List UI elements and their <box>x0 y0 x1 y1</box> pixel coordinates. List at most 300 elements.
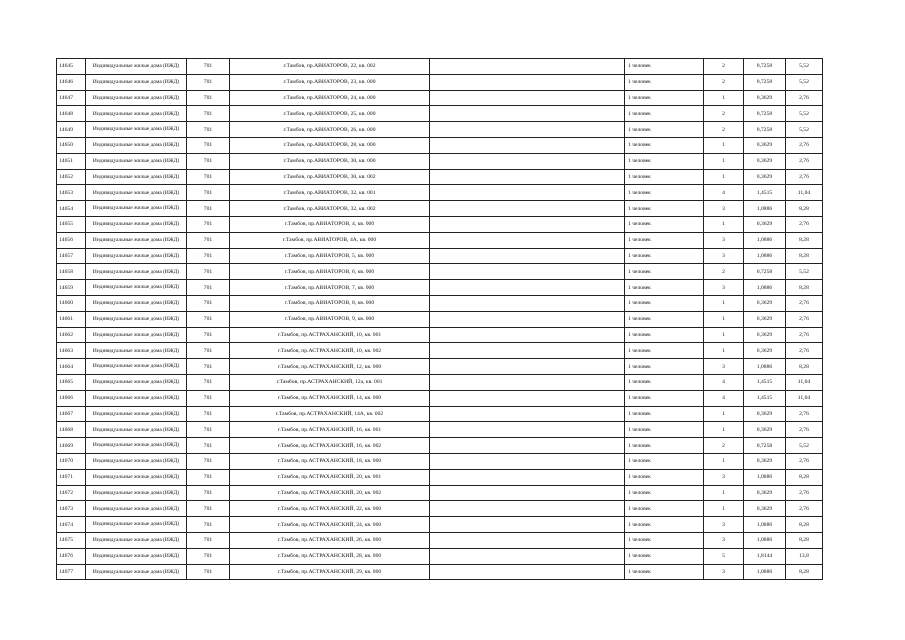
amount-cell: 8,28 <box>786 469 823 485</box>
address-cell: г.Тамбов, пр.АВИАТОРОВ, 9, кв. 000 <box>230 311 430 327</box>
amount-cell: 11,04 <box>786 390 823 406</box>
rate-cell: 1,0886 <box>744 201 786 217</box>
note-cell <box>430 90 625 106</box>
row-id-cell: 14649 <box>57 122 86 138</box>
rate-cell: 1,0886 <box>744 359 786 375</box>
note-cell <box>430 517 625 533</box>
unit-cell: 1 человек <box>625 74 704 90</box>
row-id-cell: 14660 <box>57 295 86 311</box>
table-row <box>57 153 823 169</box>
amount-cell: 5,52 <box>786 122 823 138</box>
rate-cell: 0,7258 <box>744 438 786 454</box>
rate-cell: 0,7258 <box>744 106 786 122</box>
quantity-cell: 3 <box>704 232 744 248</box>
table-row <box>57 232 823 248</box>
object-type-cell: Индивидуальные жилые дома (ИЖД) <box>86 264 187 280</box>
table-row <box>57 137 823 153</box>
row-id-cell: 14651 <box>57 153 86 169</box>
quantity-cell: 1 <box>704 295 744 311</box>
amount-cell: 5,52 <box>786 106 823 122</box>
note-cell <box>430 485 625 501</box>
row-id-cell: 14657 <box>57 248 86 264</box>
address-cell: г.Тамбов, пр.АВИАТОРОВ, 7, кв. 000 <box>230 280 430 296</box>
unit-cell: 1 человек <box>625 485 704 501</box>
quantity-cell: 5 <box>704 548 744 564</box>
note-cell <box>430 185 625 201</box>
object-type-cell: Индивидуальные жилые дома (ИЖД) <box>86 485 187 501</box>
row-id-cell: 14652 <box>57 169 86 185</box>
row-id-cell: 14653 <box>57 185 86 201</box>
table-row <box>57 248 823 264</box>
address-cell: г.Тамбов, пр.АСТРАХАНСКИЙ, 20, кв. 002 <box>230 485 430 501</box>
note-cell <box>430 248 625 264</box>
amount-cell: 2,76 <box>786 453 823 469</box>
service-code-cell: 701 <box>187 90 230 106</box>
rate-cell: 1,0886 <box>744 564 786 580</box>
object-type-cell: Индивидуальные жилые дома (ИЖД) <box>86 90 187 106</box>
object-type-cell: Индивидуальные жилые дома (ИЖД) <box>86 185 187 201</box>
table-row <box>57 311 823 327</box>
rate-cell: 0,3629 <box>744 453 786 469</box>
quantity-cell: 1 <box>704 311 744 327</box>
note-cell <box>430 501 625 517</box>
row-id-cell: 14672 <box>57 485 86 501</box>
quantity-cell: 1 <box>704 485 744 501</box>
object-type-cell: Индивидуальные жилые дома (ИЖД) <box>86 216 187 232</box>
unit-cell: 1 человек <box>625 532 704 548</box>
object-type-cell: Индивидуальные жилые дома (ИЖД) <box>86 295 187 311</box>
row-id-cell: 14646 <box>57 74 86 90</box>
object-type-cell: Индивидуальные жилые дома (ИЖД) <box>86 517 187 533</box>
amount-cell: 2,76 <box>786 216 823 232</box>
unit-cell: 1 человек <box>625 59 704 75</box>
object-type-cell: Индивидуальные жилые дома (ИЖД) <box>86 548 187 564</box>
amount-cell: 8,28 <box>786 248 823 264</box>
object-type-cell: Индивидуальные жилые дома (ИЖД) <box>86 374 187 390</box>
object-type-cell: Индивидуальные жилые дома (ИЖД) <box>86 248 187 264</box>
table-row <box>57 564 823 580</box>
rate-cell: 0,3629 <box>744 343 786 359</box>
address-cell: г.Тамбов, пр.АСТРАХАНСКИЙ, 14А, кв. 002 <box>230 406 430 422</box>
address-cell: г.Тамбов, пр.АСТРАХАНСКИЙ, 29, кв. 000 <box>230 564 430 580</box>
unit-cell: 1 человек <box>625 311 704 327</box>
object-type-cell: Индивидуальные жилые дома (ИЖД) <box>86 532 187 548</box>
service-code-cell: 701 <box>187 327 230 343</box>
row-id-cell: 14658 <box>57 264 86 280</box>
row-id-cell: 14664 <box>57 359 86 375</box>
service-code-cell: 701 <box>187 216 230 232</box>
service-code-cell: 701 <box>187 153 230 169</box>
quantity-cell: 3 <box>704 201 744 217</box>
amount-cell: 2,76 <box>786 327 823 343</box>
quantity-cell: 1 <box>704 169 744 185</box>
table-row <box>57 343 823 359</box>
address-cell: г.Тамбов, пр.АВИАТОРОВ, 26, кв. 000 <box>230 122 430 138</box>
amount-cell: 2,76 <box>786 137 823 153</box>
unit-cell: 1 человек <box>625 517 704 533</box>
address-cell: г.Тамбов, пр.АВИАТОРОВ, 4, кв. 000 <box>230 216 430 232</box>
address-cell: г.Тамбов, пр.АСТРАХАНСКИЙ, 10, кв. 001 <box>230 327 430 343</box>
object-type-cell: Индивидуальные жилые дома (ИЖД) <box>86 153 187 169</box>
amount-cell: 5,52 <box>786 59 823 75</box>
object-type-cell: Индивидуальные жилые дома (ИЖД) <box>86 327 187 343</box>
unit-cell: 1 человек <box>625 343 704 359</box>
quantity-cell: 1 <box>704 216 744 232</box>
amount-cell: 8,28 <box>786 280 823 296</box>
quantity-cell: 3 <box>704 564 744 580</box>
quantity-cell: 1 <box>704 137 744 153</box>
service-code-cell: 701 <box>187 548 230 564</box>
table-row <box>57 59 823 75</box>
quantity-cell: 3 <box>704 359 744 375</box>
row-id-cell: 14674 <box>57 517 86 533</box>
table-row <box>57 485 823 501</box>
table-row <box>57 390 823 406</box>
object-type-cell: Индивидуальные жилые дома (ИЖД) <box>86 422 187 438</box>
unit-cell: 1 человек <box>625 501 704 517</box>
address-cell: г.Тамбов, пр.АВИАТОРОВ, 4А, кв. 000 <box>230 232 430 248</box>
note-cell <box>430 390 625 406</box>
table-row <box>57 185 823 201</box>
unit-cell: 1 человек <box>625 137 704 153</box>
unit-cell: 1 человек <box>625 422 704 438</box>
rate-cell: 0,3629 <box>744 169 786 185</box>
rate-cell: 0,7258 <box>744 264 786 280</box>
note-cell <box>430 359 625 375</box>
note-cell <box>430 343 625 359</box>
object-type-cell: Индивидуальные жилые дома (ИЖД) <box>86 390 187 406</box>
amount-cell: 11,04 <box>786 374 823 390</box>
object-type-cell: Индивидуальные жилые дома (ИЖД) <box>86 280 187 296</box>
table-row <box>57 74 823 90</box>
amount-cell: 5,52 <box>786 74 823 90</box>
row-id-cell: 14662 <box>57 327 86 343</box>
rate-cell: 0,3629 <box>744 216 786 232</box>
rate-cell: 1,0886 <box>744 469 786 485</box>
service-code-cell: 701 <box>187 517 230 533</box>
unit-cell: 1 человек <box>625 327 704 343</box>
rate-cell: 0,3629 <box>744 501 786 517</box>
quantity-cell: 1 <box>704 90 744 106</box>
rate-cell: 0,3629 <box>744 485 786 501</box>
unit-cell: 1 человек <box>625 406 704 422</box>
unit-cell: 1 человек <box>625 248 704 264</box>
amount-cell: 5,52 <box>786 264 823 280</box>
amount-cell: 11,04 <box>786 185 823 201</box>
table-row <box>57 532 823 548</box>
note-cell <box>430 374 625 390</box>
quantity-cell: 3 <box>704 248 744 264</box>
table-body <box>57 59 823 580</box>
unit-cell: 1 человек <box>625 359 704 375</box>
row-id-cell: 14659 <box>57 280 86 296</box>
rate-cell: 1,4515 <box>744 390 786 406</box>
amount-cell: 8,28 <box>786 532 823 548</box>
service-code-cell: 701 <box>187 469 230 485</box>
service-code-cell: 701 <box>187 264 230 280</box>
rate-cell: 0,7258 <box>744 74 786 90</box>
unit-cell: 1 человек <box>625 216 704 232</box>
object-type-cell: Индивидуальные жилые дома (ИЖД) <box>86 501 187 517</box>
address-cell: г.Тамбов, пр.АВИАТОРОВ, 6, кв. 000 <box>230 264 430 280</box>
note-cell <box>430 548 625 564</box>
note-cell <box>430 469 625 485</box>
table-row <box>57 548 823 564</box>
unit-cell: 1 человек <box>625 564 704 580</box>
unit-cell: 1 человек <box>625 280 704 296</box>
service-code-cell: 701 <box>187 106 230 122</box>
table-row <box>57 201 823 217</box>
table-row <box>57 264 823 280</box>
unit-cell: 1 человек <box>625 169 704 185</box>
quantity-cell: 3 <box>704 517 744 533</box>
quantity-cell: 2 <box>704 106 744 122</box>
unit-cell: 1 человек <box>625 548 704 564</box>
table-row <box>57 453 823 469</box>
row-id-cell: 14647 <box>57 90 86 106</box>
row-id-cell: 14677 <box>57 564 86 580</box>
rate-cell: 0,3629 <box>744 137 786 153</box>
amount-cell: 2,76 <box>786 295 823 311</box>
row-id-cell: 14656 <box>57 232 86 248</box>
service-code-cell: 701 <box>187 201 230 217</box>
address-cell: г.Тамбов, пр.АВИАТОРОВ, 32, кв. 002 <box>230 201 430 217</box>
row-id-cell: 14673 <box>57 501 86 517</box>
quantity-cell: 3 <box>704 280 744 296</box>
service-code-cell: 701 <box>187 485 230 501</box>
object-type-cell: Индивидуальные жилые дома (ИЖД) <box>86 74 187 90</box>
note-cell <box>430 295 625 311</box>
address-cell: г.Тамбов, пр.АСТРАХАНСКИЙ, 16, кв. 002 <box>230 438 430 454</box>
amount-cell: 2,76 <box>786 343 823 359</box>
service-code-cell: 701 <box>187 311 230 327</box>
object-type-cell: Индивидуальные жилые дома (ИЖД) <box>86 469 187 485</box>
note-cell <box>430 280 625 296</box>
rate-cell: 1,4515 <box>744 185 786 201</box>
unit-cell: 1 человек <box>625 469 704 485</box>
table-row <box>57 438 823 454</box>
note-cell <box>430 564 625 580</box>
rate-cell: 0,3629 <box>744 422 786 438</box>
row-id-cell: 14655 <box>57 216 86 232</box>
rate-cell: 1,0886 <box>744 232 786 248</box>
amount-cell: 2,76 <box>786 153 823 169</box>
table-row <box>57 90 823 106</box>
rate-cell: 0,3629 <box>744 311 786 327</box>
amount-cell: 2,76 <box>786 501 823 517</box>
quantity-cell: 2 <box>704 122 744 138</box>
object-type-cell: Индивидуальные жилые дома (ИЖД) <box>86 311 187 327</box>
rate-cell: 1,0886 <box>744 517 786 533</box>
note-cell <box>430 532 625 548</box>
address-cell: г.Тамбов, пр.АВИАТОРОВ, 30, кв. 000 <box>230 153 430 169</box>
quantity-cell: 4 <box>704 374 744 390</box>
address-cell: г.Тамбов, пр.АВИАТОРОВ, 28, кв. 000 <box>230 137 430 153</box>
quantity-cell: 2 <box>704 59 744 75</box>
unit-cell: 1 человек <box>625 390 704 406</box>
note-cell <box>430 264 625 280</box>
quantity-cell: 2 <box>704 438 744 454</box>
row-id-cell: 14670 <box>57 453 86 469</box>
rate-cell: 1,4515 <box>744 374 786 390</box>
row-id-cell: 14668 <box>57 422 86 438</box>
rate-cell: 1,0886 <box>744 280 786 296</box>
note-cell <box>430 327 625 343</box>
quantity-cell: 1 <box>704 327 744 343</box>
note-cell <box>430 438 625 454</box>
object-type-cell: Индивидуальные жилые дома (ИЖД) <box>86 359 187 375</box>
rate-cell: 0,3629 <box>744 295 786 311</box>
unit-cell: 1 человек <box>625 295 704 311</box>
table-row <box>57 280 823 296</box>
amount-cell: 8,28 <box>786 564 823 580</box>
rate-cell: 0,3629 <box>744 90 786 106</box>
quantity-cell: 2 <box>704 74 744 90</box>
row-id-cell: 14667 <box>57 406 86 422</box>
amount-cell: 8,28 <box>786 232 823 248</box>
service-code-cell: 701 <box>187 137 230 153</box>
address-cell: г.Тамбов, пр.АВИАТОРОВ, 30, кв. 002 <box>230 169 430 185</box>
note-cell <box>430 453 625 469</box>
service-code-cell: 701 <box>187 390 230 406</box>
service-code-cell: 701 <box>187 453 230 469</box>
service-code-cell: 701 <box>187 122 230 138</box>
rate-cell: 0,3629 <box>744 327 786 343</box>
row-id-cell: 14654 <box>57 201 86 217</box>
object-type-cell: Индивидуальные жилые дома (ИЖД) <box>86 169 187 185</box>
address-cell: г.Тамбов, пр.АВИАТОРОВ, 22, кв. 002 <box>230 59 430 75</box>
service-code-cell: 701 <box>187 248 230 264</box>
object-type-cell: Индивидуальные жилые дома (ИЖД) <box>86 122 187 138</box>
note-cell <box>430 169 625 185</box>
unit-cell: 1 человек <box>625 201 704 217</box>
address-cell: г.Тамбов, пр.АСТРАХАНСКИЙ, 18, кв. 000 <box>230 453 430 469</box>
unit-cell: 1 человек <box>625 90 704 106</box>
quantity-cell: 4 <box>704 185 744 201</box>
address-cell: г.Тамбов, пр.АСТРАХАНСКИЙ, 12, кв. 000 <box>230 359 430 375</box>
quantity-cell: 1 <box>704 153 744 169</box>
service-code-cell: 701 <box>187 232 230 248</box>
service-code-cell: 701 <box>187 564 230 580</box>
note-cell <box>430 216 625 232</box>
object-type-cell: Индивидуальные жилые дома (ИЖД) <box>86 201 187 217</box>
rate-cell: 1,8144 <box>744 548 786 564</box>
rate-cell: 0,3629 <box>744 406 786 422</box>
address-cell: г.Тамбов, пр.АСТРАХАНСКИЙ, 26, кв. 000 <box>230 532 430 548</box>
service-code-cell: 701 <box>187 343 230 359</box>
note-cell <box>430 59 625 75</box>
quantity-cell: 2 <box>704 264 744 280</box>
service-code-cell: 701 <box>187 59 230 75</box>
object-type-cell: Индивидуальные жилые дома (ИЖД) <box>86 564 187 580</box>
address-cell: г.Тамбов, пр.АВИАТОРОВ, 23, кв. 000 <box>230 74 430 90</box>
row-id-cell: 14648 <box>57 106 86 122</box>
unit-cell: 1 человек <box>625 438 704 454</box>
rate-cell: 1,0886 <box>744 532 786 548</box>
table-row <box>57 406 823 422</box>
service-code-cell: 701 <box>187 532 230 548</box>
unit-cell: 1 человек <box>625 153 704 169</box>
address-cell: г.Тамбов, пр.АСТРАХАНСКИЙ, 28, кв. 000 <box>230 548 430 564</box>
unit-cell: 1 человек <box>625 232 704 248</box>
address-cell: г.Тамбов, пр.АСТРАХАНСКИЙ, 22, кв. 000 <box>230 501 430 517</box>
amount-cell: 8,28 <box>786 517 823 533</box>
address-cell: г.Тамбов, пр.АСТРАХАНСКИЙ, 10, кв. 002 <box>230 343 430 359</box>
amount-cell: 8,28 <box>786 359 823 375</box>
table-row <box>57 501 823 517</box>
service-code-cell: 701 <box>187 438 230 454</box>
service-code-cell: 701 <box>187 501 230 517</box>
unit-cell: 1 человек <box>625 122 704 138</box>
row-id-cell: 14671 <box>57 469 86 485</box>
service-code-cell: 701 <box>187 374 230 390</box>
row-id-cell: 14650 <box>57 137 86 153</box>
table-row <box>57 122 823 138</box>
quantity-cell: 1 <box>704 501 744 517</box>
amount-cell: 2,76 <box>786 422 823 438</box>
address-cell: г.Тамбов, пр.АСТРАХАНСКИЙ, 24, кв. 000 <box>230 517 430 533</box>
note-cell <box>430 153 625 169</box>
service-code-cell: 701 <box>187 169 230 185</box>
note-cell <box>430 74 625 90</box>
address-cell: г.Тамбов, пр.АСТРАХАНСКИЙ, 14, кв. 000 <box>230 390 430 406</box>
quantity-cell: 1 <box>704 453 744 469</box>
row-id-cell: 14675 <box>57 532 86 548</box>
table-row <box>57 216 823 232</box>
object-type-cell: Индивидуальные жилые дома (ИЖД) <box>86 106 187 122</box>
object-type-cell: Индивидуальные жилые дома (ИЖД) <box>86 232 187 248</box>
unit-cell: 1 человек <box>625 374 704 390</box>
address-cell: г.Тамбов, пр.АСТРАХАНСКИЙ, 16, кв. 001 <box>230 422 430 438</box>
table-row <box>57 469 823 485</box>
note-cell <box>430 137 625 153</box>
service-code-cell: 701 <box>187 359 230 375</box>
note-cell <box>430 122 625 138</box>
note-cell <box>430 232 625 248</box>
amount-cell: 2,76 <box>786 90 823 106</box>
records-table <box>56 58 823 580</box>
rate-cell: 1,0886 <box>744 248 786 264</box>
unit-cell: 1 человек <box>625 453 704 469</box>
amount-cell: 8,28 <box>786 201 823 217</box>
row-id-cell: 14665 <box>57 374 86 390</box>
table-row <box>57 106 823 122</box>
object-type-cell: Индивидуальные жилые дома (ИЖД) <box>86 137 187 153</box>
object-type-cell: Индивидуальные жилые дома (ИЖД) <box>86 406 187 422</box>
table-row <box>57 374 823 390</box>
row-id-cell: 14645 <box>57 59 86 75</box>
address-cell: г.Тамбов, пр.АВИАТОРОВ, 5, кв. 000 <box>230 248 430 264</box>
object-type-cell: Индивидуальные жилые дома (ИЖД) <box>86 59 187 75</box>
amount-cell: 2,76 <box>786 311 823 327</box>
quantity-cell: 1 <box>704 343 744 359</box>
row-id-cell: 14666 <box>57 390 86 406</box>
amount-cell: 2,76 <box>786 169 823 185</box>
quantity-cell: 4 <box>704 390 744 406</box>
quantity-cell: 1 <box>704 406 744 422</box>
quantity-cell: 1 <box>704 422 744 438</box>
note-cell <box>430 311 625 327</box>
service-code-cell: 701 <box>187 280 230 296</box>
note-cell <box>430 201 625 217</box>
unit-cell: 1 человек <box>625 264 704 280</box>
unit-cell: 1 человек <box>625 185 704 201</box>
note-cell <box>430 422 625 438</box>
row-id-cell: 14661 <box>57 311 86 327</box>
table-row <box>57 422 823 438</box>
object-type-cell: Индивидуальные жилые дома (ИЖД) <box>86 453 187 469</box>
unit-cell: 1 человек <box>625 106 704 122</box>
